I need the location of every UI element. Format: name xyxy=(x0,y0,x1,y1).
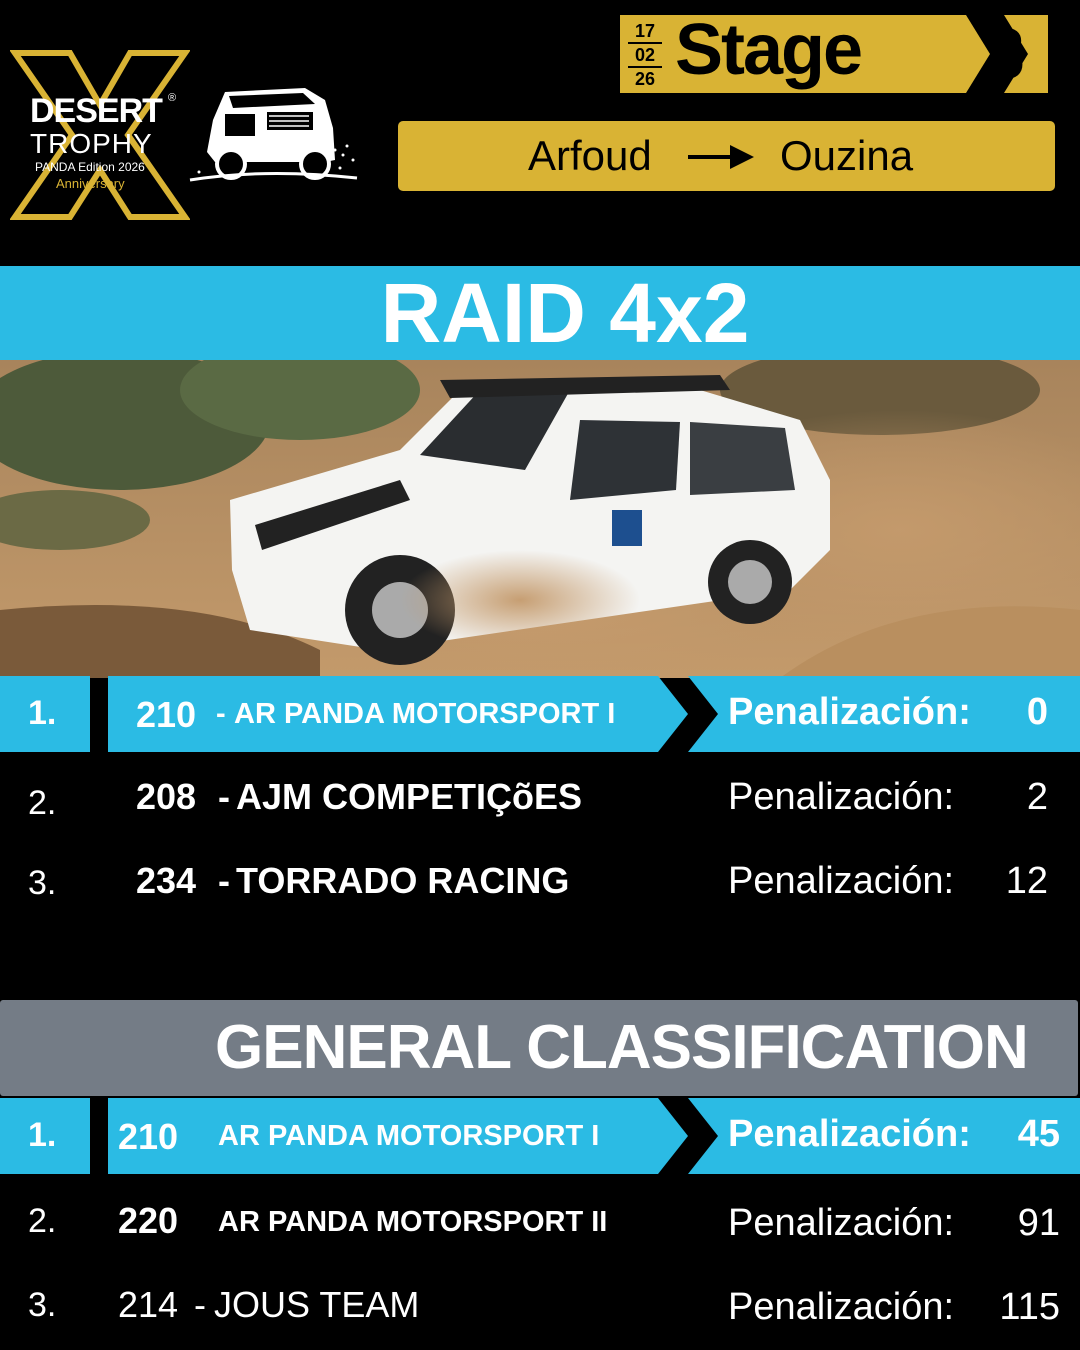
team-name: AJM COMPETIÇõES xyxy=(236,776,583,817)
arrow-right-icon xyxy=(688,143,754,171)
rally-car-photo-illustration xyxy=(0,360,1080,678)
result-position: 2. xyxy=(28,1202,57,1240)
result-position: 2. xyxy=(28,784,57,822)
raid-result-row-3 xyxy=(0,846,1080,922)
penalty-label: Penalización: xyxy=(728,691,971,733)
team-number: 210 xyxy=(136,694,197,735)
penalty-label: Penalización: xyxy=(728,1202,955,1244)
general-classification-title: GENERAL CLASSIFICATION xyxy=(215,1013,1028,1082)
team-number: 208 xyxy=(136,776,197,817)
date-year: 26 xyxy=(634,69,656,89)
penalty-label: Penalización: xyxy=(728,1286,955,1328)
general-result-row-3 xyxy=(0,1268,1080,1344)
team-name: AR PANDA MOTORSPORT I xyxy=(218,1120,600,1152)
team-separator: - xyxy=(208,860,240,901)
team-separator: - xyxy=(208,776,240,817)
penalty-label: Penalización: xyxy=(728,1113,971,1155)
logo-registered-mark: ® xyxy=(168,92,177,104)
stage-label: Stage xyxy=(675,10,862,90)
route-to: Ouzina xyxy=(780,132,914,179)
desert-trophy-logo xyxy=(10,40,360,230)
raid-result-row-2 xyxy=(0,762,1080,838)
logo-edition-text: PANDA Edition 2026 xyxy=(35,160,145,174)
result-position: 1. xyxy=(28,1116,57,1154)
general-classification-banner xyxy=(0,1000,1078,1096)
date-day: 17 xyxy=(628,20,662,44)
penalty-value: 12 xyxy=(1005,860,1048,902)
stage-date xyxy=(620,15,670,93)
team-separator: - xyxy=(184,1284,216,1325)
panda-car-icon xyxy=(185,80,360,190)
penalty-value: 115 xyxy=(999,1286,1060,1328)
stage-number: 3 xyxy=(985,14,1026,94)
team-name: AR PANDA MOTORSPORT II xyxy=(218,1206,608,1238)
team-number: 220 xyxy=(118,1200,179,1241)
date-month: 02 xyxy=(628,44,662,68)
team-number: 234 xyxy=(136,860,197,901)
result-position: 3. xyxy=(28,864,57,902)
route-from: Arfoud xyxy=(528,132,652,179)
team-name: AR PANDA MOTORSPORT I xyxy=(234,698,616,730)
general-result-row-2 xyxy=(0,1186,1080,1262)
rally-car-photo xyxy=(0,360,1080,678)
raid-title: RAID 4x2 xyxy=(380,266,750,360)
team-number: 210 xyxy=(118,1116,179,1157)
result-position: 3. xyxy=(28,1286,57,1324)
logo-trophy-text: TROPHY xyxy=(30,128,153,159)
penalty-value: 91 xyxy=(1017,1202,1060,1244)
route-bar xyxy=(398,121,1055,191)
penalty-label: Penalización: xyxy=(728,776,955,818)
team-number: 214 xyxy=(118,1284,179,1325)
team-name: TORRADO RACING xyxy=(236,860,570,901)
team-name: JOUS TEAM xyxy=(214,1284,420,1325)
logo-anniversary-text: Anniversary xyxy=(56,176,125,191)
penalty-value: 45 xyxy=(1017,1113,1060,1155)
raid-result-row-1 xyxy=(0,676,1080,752)
team-separator: - xyxy=(208,698,234,730)
general-result-row-1 xyxy=(0,1098,1080,1174)
penalty-value: 2 xyxy=(1026,776,1048,818)
logo-desert-text: DESERT xyxy=(30,92,162,130)
penalty-label: Penalización: xyxy=(728,860,955,902)
stage-header xyxy=(620,10,1048,94)
penalty-value: 0 xyxy=(1026,691,1048,733)
raid-banner xyxy=(0,266,1080,360)
result-position: 1. xyxy=(28,694,57,732)
